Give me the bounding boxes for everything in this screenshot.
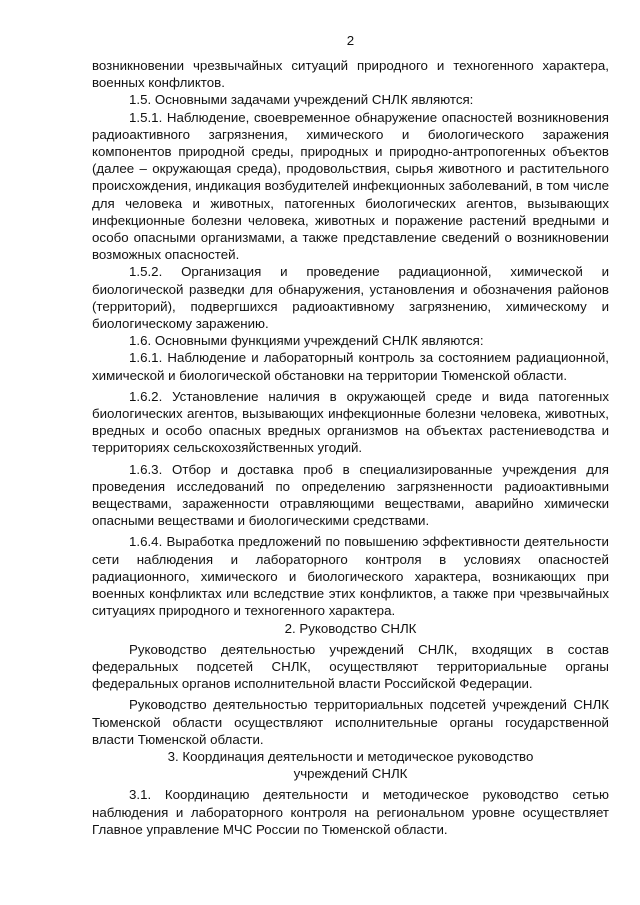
page-number: 2 [346,33,355,48]
paragraph-2-1: Руководство деятельностью учреждений СНЛК, входящих в состав федеральных подсетей СНЛК, осуществляют территориальные органы федеральных органов исполнительной власти Российской Федерации. [92,641,609,692]
paragraph-1-6: 1.6. Основными функциями учреждений СНЛК являются: [129,333,484,349]
paragraph-1-6-4: 1.6.4. Выработка предложений по повышению эффективности деятельности сети наблюдения и лабораторного контроля в условиях опасностей радиационного, химического и биологического характера, возникающих при военных конфликтах или вследствие этих конфликтов, а также при чрезвычайных ситуациях природного и техногенного характера. [92,534,609,619]
paragraph-3-1: 3.1. Координацию деятельности и методическое руководство сетью наблюдения и лабораторного контроля на региональном уровне осуществляет Главное управление МЧС России по Тюменской области. [92,787,609,837]
section-heading-3-line-1: 3. Координация деятельности и методическое руководство [167,748,534,764]
paragraph-1-5-2: 1.5.2. Организация и проведение радиационной, химической и биологической разведки для обнаружения, установления и обозначения районов (территорий), подвергшихся радиоактивному загрязнению, химическому и биологическому заражению. [92,264,609,332]
paragraph-1-5: 1.5. Основными задачами учреждений СНЛК являются: [129,92,474,108]
section-heading-3-line-2: учреждений СНЛК [293,766,408,782]
paragraph-continuation: возникновении чрезвычайных ситуаций природного и техногенного характера, военных конфликтов. [92,58,609,91]
section-heading-2: 2. Руководство СНЛК [284,620,417,636]
paragraph-1-6-2: 1.6.2. Установление наличия в окружающей среде и вида патогенных биологических агентов, вызывающих инфекционные болезни человека, животных, вредных и особо опасных вредных организмов на объектах растениеводства и территориях сельскохозяйственных угодий. [92,388,609,456]
paragraph-1-6-1: 1.6.1. Наблюдение и лабораторный контроль за состоянием радиационной, химической и биологической обстановки на территории Тюменской области. [92,350,609,383]
document-body [92,57,609,838]
paragraph-2-2: Руководство деятельностью территориальных подсетей учреждений СНЛК Тюменской области осуществляют исполнительные органы государственной власти Тюменской области. [92,697,609,747]
paragraph-1-5-1: 1.5.1. Наблюдение, своевременное обнаружение опасностей возникновения радиоактивного загрязнения, химического и биологического заражения компонентов природной среды, природных и природно-антропогенных объектов (далее – окружающая среда), продовольствия, сырья животного и растительного происхождения, индикация возбудителей инфекционных заболеваний, в том числе для человека и животных, патогенных биологических агентов, вызывающих инфекционные болезни человека, животных и поражение растений вредными и особо опасными организмами, а также представление сведений о возникновении возможных опасностей. [92,109,609,263]
paragraph-1-6-3: 1.6.3. Отбор и доставка проб в специализированные учреждения для проведения исследований по определению загрязненности радиоактивными веществами, зараженности отравляющими веществами, аварийно химически опасными веществами и биологическими средствами. [92,461,609,529]
